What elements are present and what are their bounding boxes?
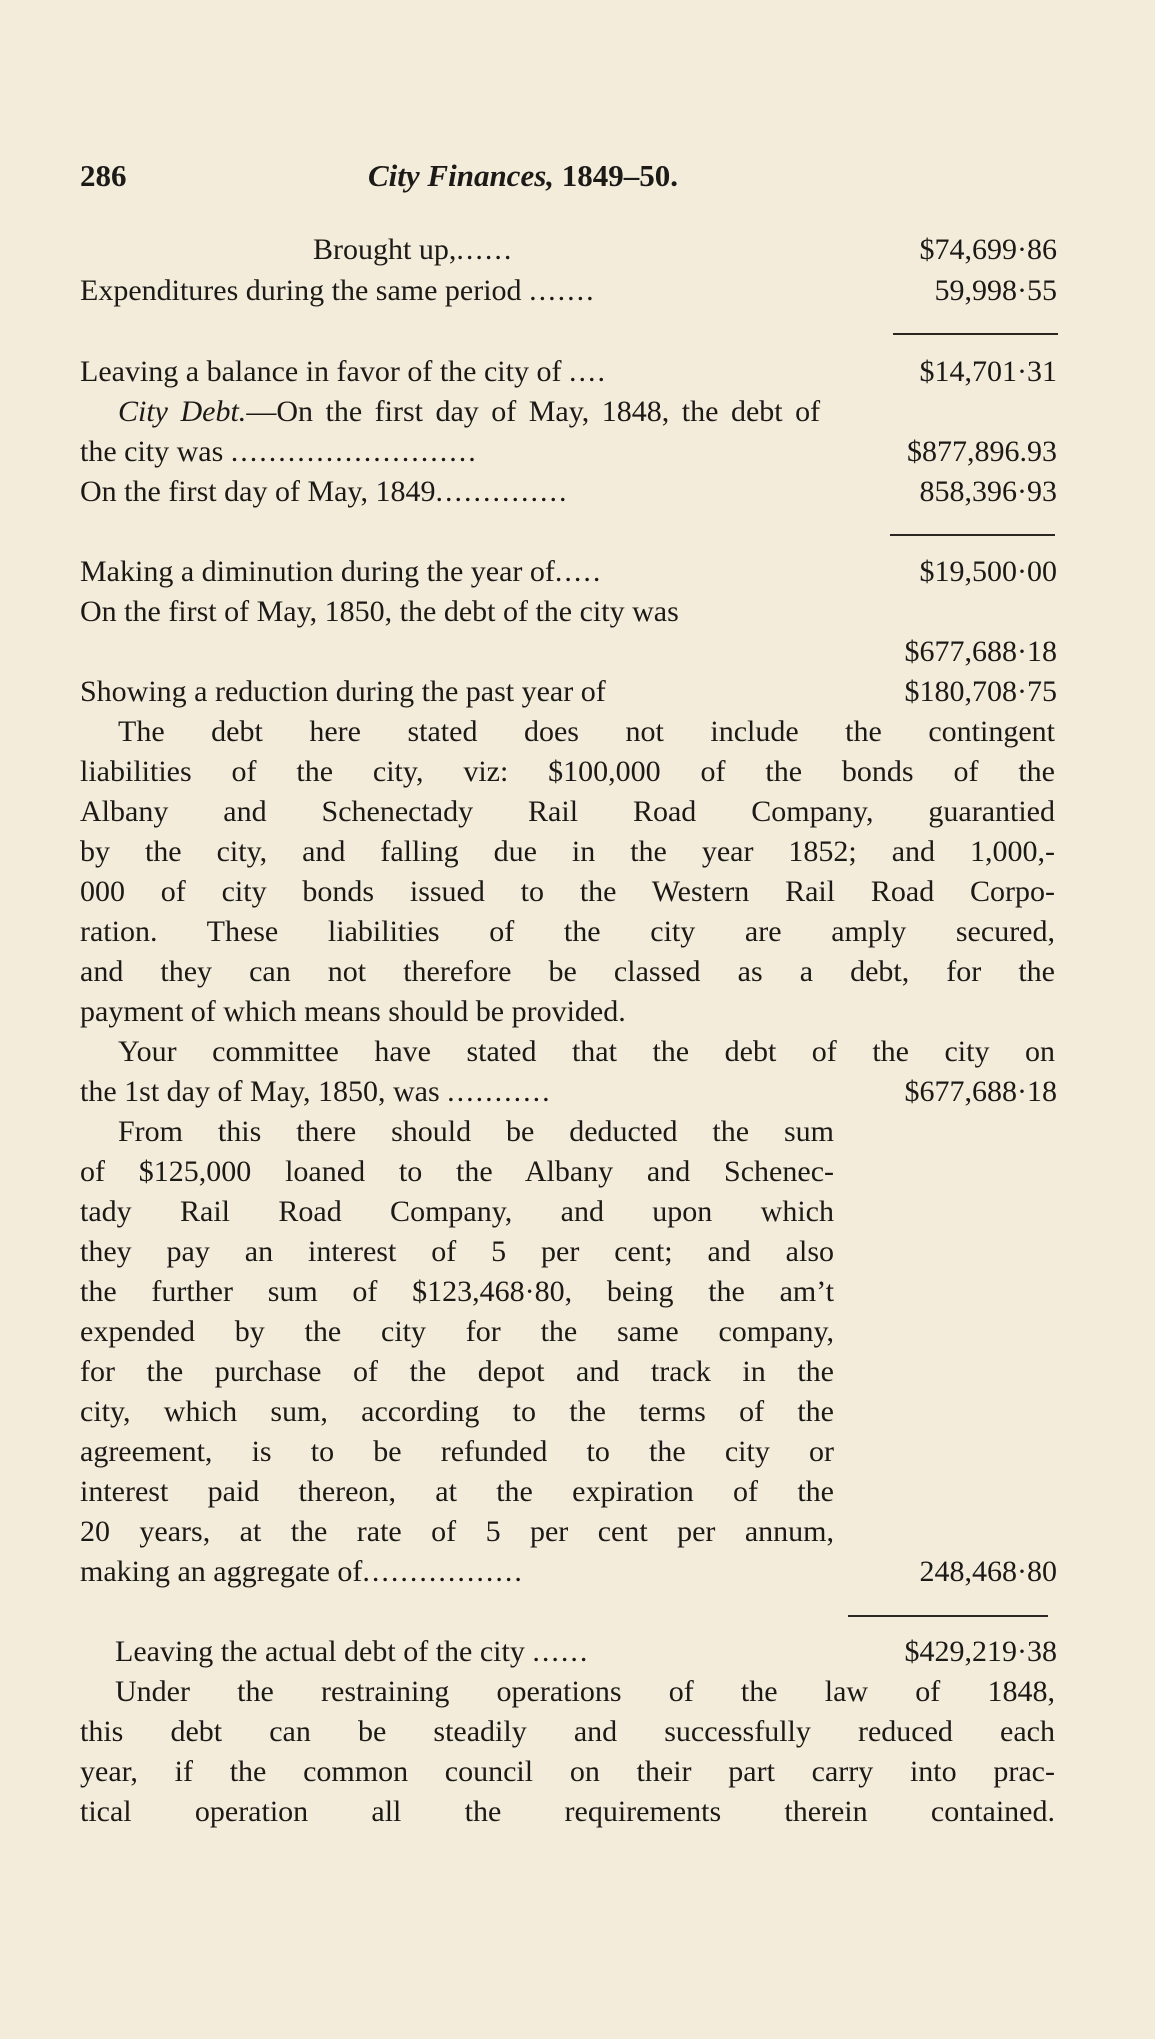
committee-line: Your committee have stated that the debt of the city on <box>118 1035 1055 1068</box>
paragraph-line: Albany and Schenectady Rail Road Company, guarantied <box>80 795 1055 828</box>
reduction-line: Showing a reduction during the past year of <box>80 675 606 708</box>
committee-amount: $677,688·18 <box>904 1075 1057 1108</box>
actual-debt-amount: $429,219·38 <box>904 1635 1057 1668</box>
balance-label: Leaving a balance in favor of the city of <box>80 355 562 388</box>
leader-dots: .... <box>568 355 607 388</box>
deduction-line: interest paid thereon, at the expiration of the <box>80 1475 834 1508</box>
diminution-label: Making a diminution during the year of <box>80 555 555 588</box>
brought-up-line <box>313 230 513 270</box>
sum-rule <box>893 333 1058 335</box>
paragraph-line: The debt here stated does not include the contingent <box>118 715 1055 748</box>
paragraph-line: by the city, and falling due in the year 1852; and 1,000,- <box>80 835 1055 868</box>
leader-dots: ........... <box>447 1075 552 1108</box>
may-1850-line: On the first of May, 1850, the debt of the city was <box>80 595 679 628</box>
actual-debt-label: Leaving the actual debt of the city <box>115 1635 525 1668</box>
expenditures-label: Expenditures during the same period <box>80 274 522 307</box>
sum-rule <box>848 1615 1048 1617</box>
balance-amount: $14,701·31 <box>919 355 1057 388</box>
closing-line: Under the restraining operations of the law of 1848, <box>115 1675 1055 1708</box>
closing-line: year, if the common council on their part carry into prac- <box>80 1755 1055 1788</box>
closing-line: tical operation all the requirements therein contained. <box>80 1795 1055 1828</box>
deduction-line: tady Rail Road Company, and upon which <box>80 1195 834 1228</box>
paragraph-line: payment of which means should be provided. <box>80 995 626 1028</box>
may-1849-label: On the first day of May, 1849 <box>80 475 436 508</box>
leader-dots: ................. <box>362 1555 524 1588</box>
brought-up-amount: $74,699·86 <box>919 233 1057 266</box>
may-1849-line <box>80 472 569 512</box>
leader-dots: ...... <box>532 1635 590 1668</box>
may-1849-amount: 858,396·93 <box>919 475 1057 508</box>
running-head-years: 1849–50. <box>561 158 679 193</box>
deduction-line: the further sum of $123,468·80, being the am’t <box>80 1275 834 1308</box>
page-number: 286 <box>80 158 127 193</box>
diminution-line <box>80 552 602 592</box>
deduction-line: they pay an interest of 5 per cent; and also <box>80 1235 834 1268</box>
committee-line <box>80 1072 552 1112</box>
deduction-line: of $125,000 loaned to the Albany and Schenec- <box>80 1155 834 1188</box>
running-head-title: City Finances, <box>368 158 555 193</box>
leader-dots: ....... <box>529 274 596 307</box>
actual-debt-line <box>115 1632 589 1672</box>
sum-rule <box>890 534 1055 536</box>
paragraph-line: and they can not therefore be classed as a debt, for the <box>80 955 1055 988</box>
diminution-amount: $19,500·00 <box>919 555 1057 588</box>
city-debt-line <box>118 392 820 432</box>
paragraph-line: liabilities of the city, viz: $100,000 of the bonds of the <box>80 755 1055 788</box>
expenditures-line <box>80 271 596 311</box>
paragraph-line: 000 of city bonds issued to the Western Rail Road Corpo- <box>80 875 1055 908</box>
aggregate-line <box>80 1552 524 1592</box>
deduction-line: agreement, is to be refunded to the city or <box>80 1435 834 1468</box>
brought-up-label: Brought up, <box>313 233 457 266</box>
deduction-line: for the purchase of the depot and track in the <box>80 1355 834 1388</box>
balance-line <box>80 352 607 392</box>
expenditures-amount: 59,998·55 <box>934 274 1057 307</box>
closing-line: this debt can be steadily and successfully reduced each <box>80 1715 1055 1748</box>
may-1850-amount: $677,688·18 <box>904 635 1057 668</box>
city-was-label: the city was <box>80 435 224 468</box>
committee-label: the 1st day of May, 1850, was <box>80 1075 440 1108</box>
reduction-amount: $180,708·75 <box>904 675 1057 708</box>
deduction-line: city, which sum, according to the terms of the <box>80 1395 834 1428</box>
deduction-line: expended by the city for the same company, <box>80 1315 834 1348</box>
leader-dots: .......................... <box>230 435 478 468</box>
deduction-line: 20 years, at the rate of 5 per cent per annum, <box>80 1515 834 1548</box>
city-debt-text: —On the first day of May, 1848, the debt of <box>246 395 821 428</box>
city-was-amount: $877,896.93 <box>907 435 1057 468</box>
paragraph-line: ration. These liabilities of the city are amply secured, <box>80 915 1055 948</box>
deduction-line: From this there should be deducted the sum <box>118 1115 834 1148</box>
aggregate-label: making an aggregate of <box>80 1555 363 1588</box>
leader-dots: ..... <box>554 555 603 588</box>
leader-dots: .............. <box>435 475 569 508</box>
aggregate-amount: 248,468·80 <box>919 1555 1057 1588</box>
city-debt-heading: City Debt. <box>118 395 247 428</box>
leader-dots: ...... <box>456 233 514 266</box>
running-head <box>368 158 678 194</box>
city-was-line <box>80 432 478 472</box>
